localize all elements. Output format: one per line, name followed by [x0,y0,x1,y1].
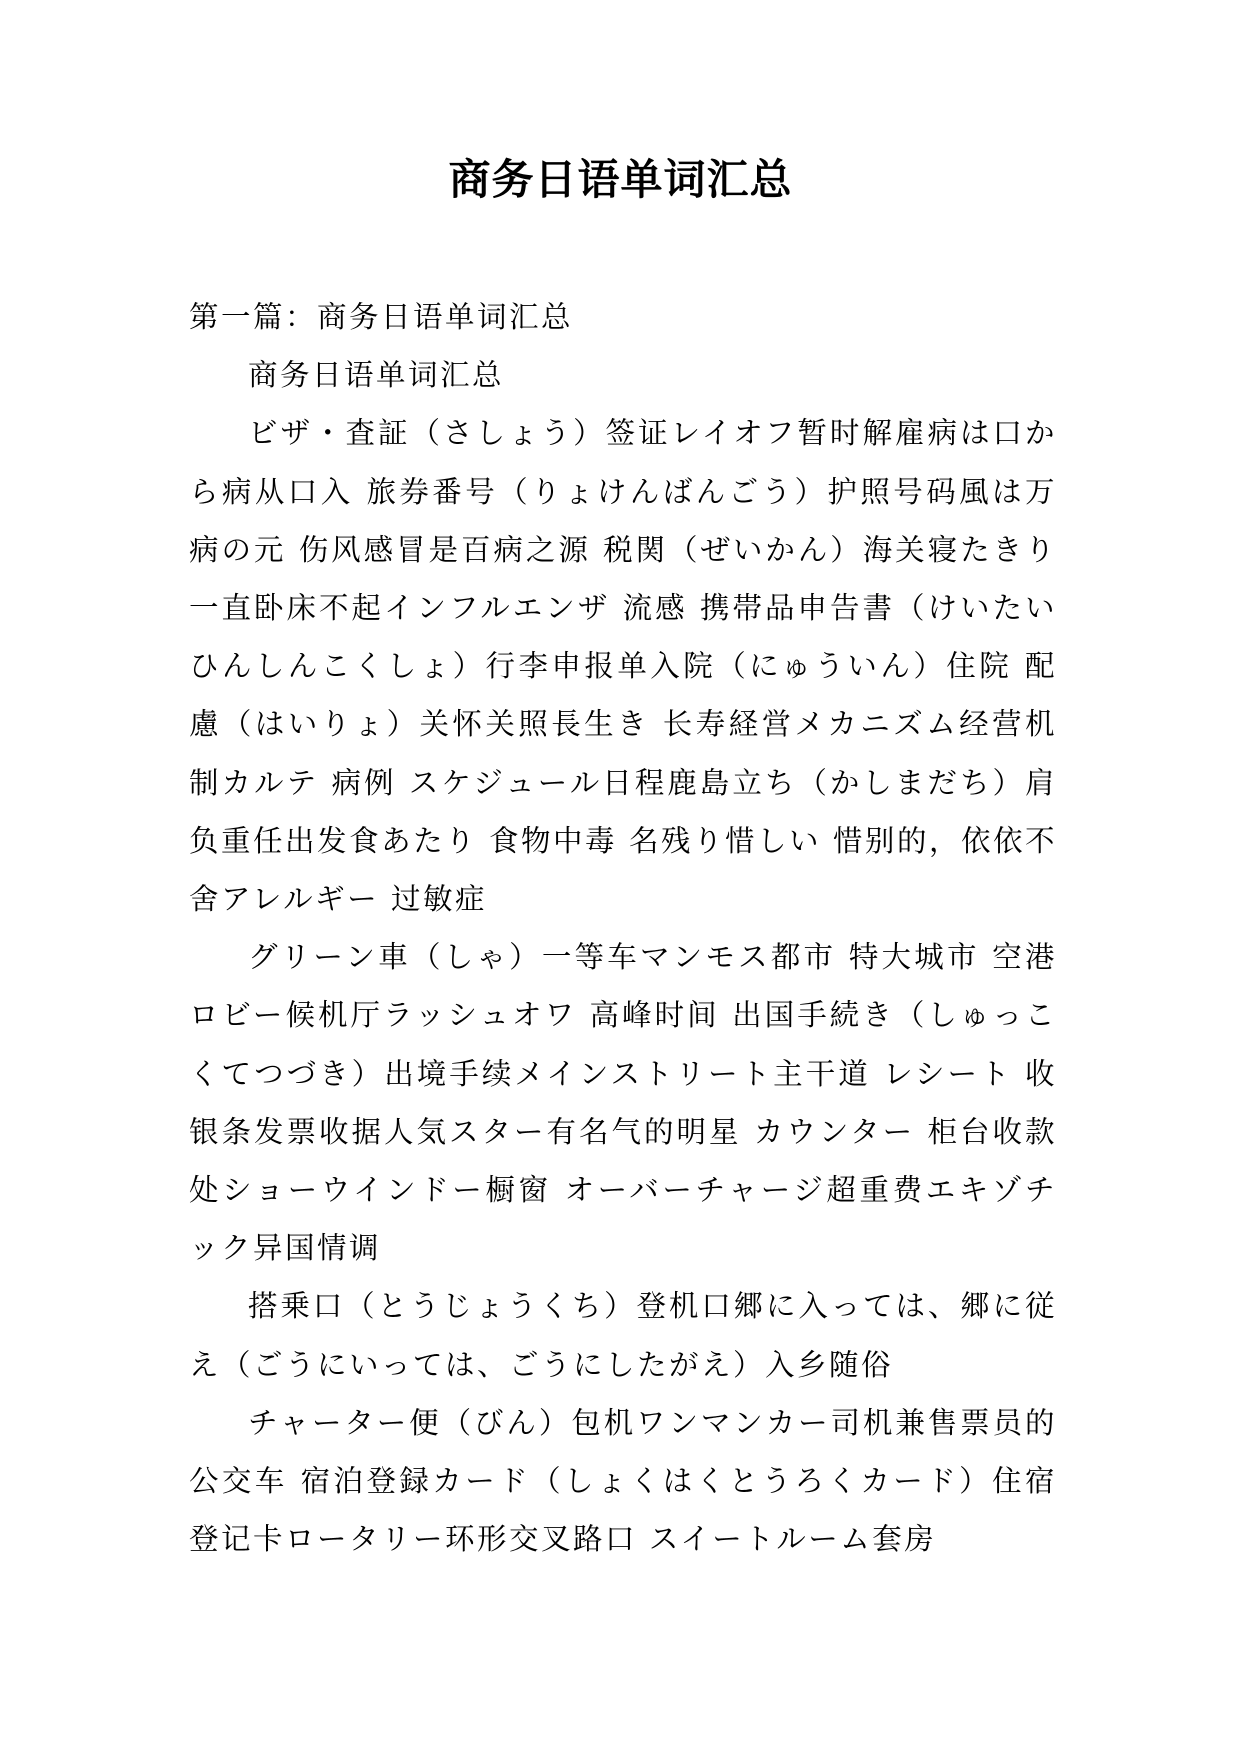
document-body [189,288,1057,1568]
vocabulary-paragraph: ビザ・査証（さしょう）签证レイオフ暂时解雇病は口から病从口入 旅券番号（りょけんばんごう）护照号码風は万病の元 伤风感冒是百病之源 税関（ぜいかん）海关寝たきり一直卧床不起インフルエンザ 流感 携帯品申告書（けいたいひんしんこくしょ）行李申报单入院（にゅういん）住院 配慮（はいりょ）关怀关照長生き 长寿経営メカニズム经营机制カルテ 病例 スケジュール日程鹿島立ち（かしまだち）肩负重任出发食あたり 食物中毒 名残り惜しい 惜别的，依依不舍アレルギー 过敏症 [189,416,1057,917]
vocabulary-paragraph: 搭乗口（とうじょうくち）登机口郷に入っては、郷に従え（ごうにいっては、ごうにしたがえ）入乡随俗 [189,1289,1057,1382]
subheading-paragraph: 商务日语单词汇总 [248,358,505,393]
vocabulary-paragraph: チャーター便（びん）包机ワンマンカー司机兼售票员的公交车 宿泊登録カード（しょくはくとうろくカード）住宿登记卡ロータリー环形交叉路口 スイートルーム套房 [189,1405,1057,1557]
vocabulary-paragraph: グリーン車（しゃ）一等车マンモス都市 特大城市 空港ロビー候机厅ラッシュオワ 高峰时间 出国手続き（しゅっこくてつづき）出境手续メインストリート主干道 レシート 收银条发票收据人気スター有名气的明星 カウンター 柜台收款处ショーウインドー橱窗 オーバーチャージ超重费エキゾチック异国情调 [189,940,1057,1266]
section-heading: 第一篇：商务日语单词汇总 [189,300,574,334]
document-title: 商务日语单词汇总 [448,155,793,204]
